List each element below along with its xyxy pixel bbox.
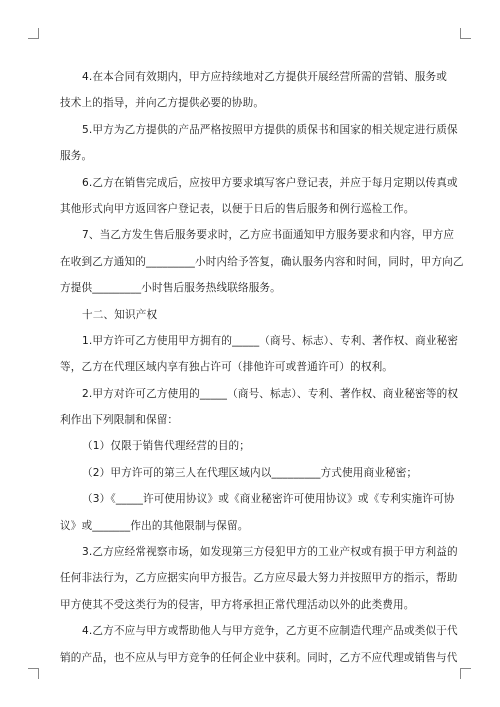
- paragraph-line: 2.甲方对许可乙方使用的_____（商号、标志）、专利、著作权、商业秘密等的权: [82, 387, 459, 400]
- paragraph-line: 销的产品，也不应从与甲方竞争的任何企业中获利。同时，乙方不应代理或销售与代: [60, 651, 458, 664]
- paragraph-line: 等，乙方在代理区域内享有独占许可（排他许可或普通许可）的权利。: [60, 361, 394, 374]
- paragraph-line: 3.乙方应经常视察市场，如发现第三方侵犯甲方的工业产权或有损于甲方利益的: [82, 546, 458, 559]
- page-corner-mark-top-right: [460, 28, 471, 39]
- section-heading: 十二、知识产权: [82, 308, 158, 321]
- paragraph-line: 甲方使其不受这类行为的侵害，甲方将承担正常代理活动以外的此类费用。: [60, 598, 415, 611]
- paragraph-line: 在收到乙方通知的_________小时内给予答复，确认服务内容和时间，同时，甲方向乙: [60, 255, 464, 268]
- page-corner-mark-bottom-right: [460, 668, 471, 679]
- paragraph-line: 利作出下列限制和保留：: [60, 414, 179, 427]
- document-body: [60, 64, 464, 671]
- list-item-line: （1）仅限于销售代理经营的目的；: [82, 440, 251, 453]
- list-item-line: （2）甲方许可的第三人在代理区域内以_________方式使用商业秘密；: [82, 466, 418, 479]
- paragraph-line: 任何非法行为，乙方应据实向甲方报告。乙方应尽最大努力并按照甲方的指示，帮助: [60, 572, 458, 585]
- paragraph-line: 7、当乙方发生售后服务要求时，乙方应书面通知甲方服务要求和内容，甲方应: [82, 229, 455, 242]
- paragraph-line: 技术上的指导，并向乙方提供必要的协助。: [60, 97, 265, 110]
- page-corner-mark-bottom-left: [28, 668, 39, 679]
- paragraph-line: 5.甲方为乙方提供的产品严格按照甲方提供的质保书和国家的相关规定进行质保: [82, 123, 458, 136]
- paragraph-line: 方提供_________小时售后服务热线联络服务。: [60, 282, 281, 295]
- paragraph-line: 4.乙方不应与甲方或帮助他人与甲方竞争，乙方更不应制造代理产品或类似于代: [82, 625, 458, 638]
- paragraph-line: 4.在本合同有效期内，甲方应持续地对乙方提供开展经营所需的营销、服务或: [82, 71, 447, 83]
- paragraph-line: 6.乙方在销售完成后，应按甲方要求填写客户登记表，并应于每月定期以传真或: [82, 176, 458, 189]
- paragraph-line: 服务。: [60, 150, 93, 163]
- paragraph-line: 1.甲方许可乙方使用甲方拥有的_____（商号、标志）、专利、著作权、商业秘密: [82, 334, 459, 347]
- page-corner-mark-top-left: [28, 28, 39, 39]
- paragraph-line: 其他形式向甲方返回客户登记表，以便于日后的售后服务和例行巡检工作。: [60, 202, 415, 215]
- list-item-line: 议》或_______作出的其他限制与保留。: [60, 519, 249, 532]
- list-item-line: （3）《_____许可使用协议》或《商业秘密许可使用协议》或《专利实施许可协: [82, 493, 455, 506]
